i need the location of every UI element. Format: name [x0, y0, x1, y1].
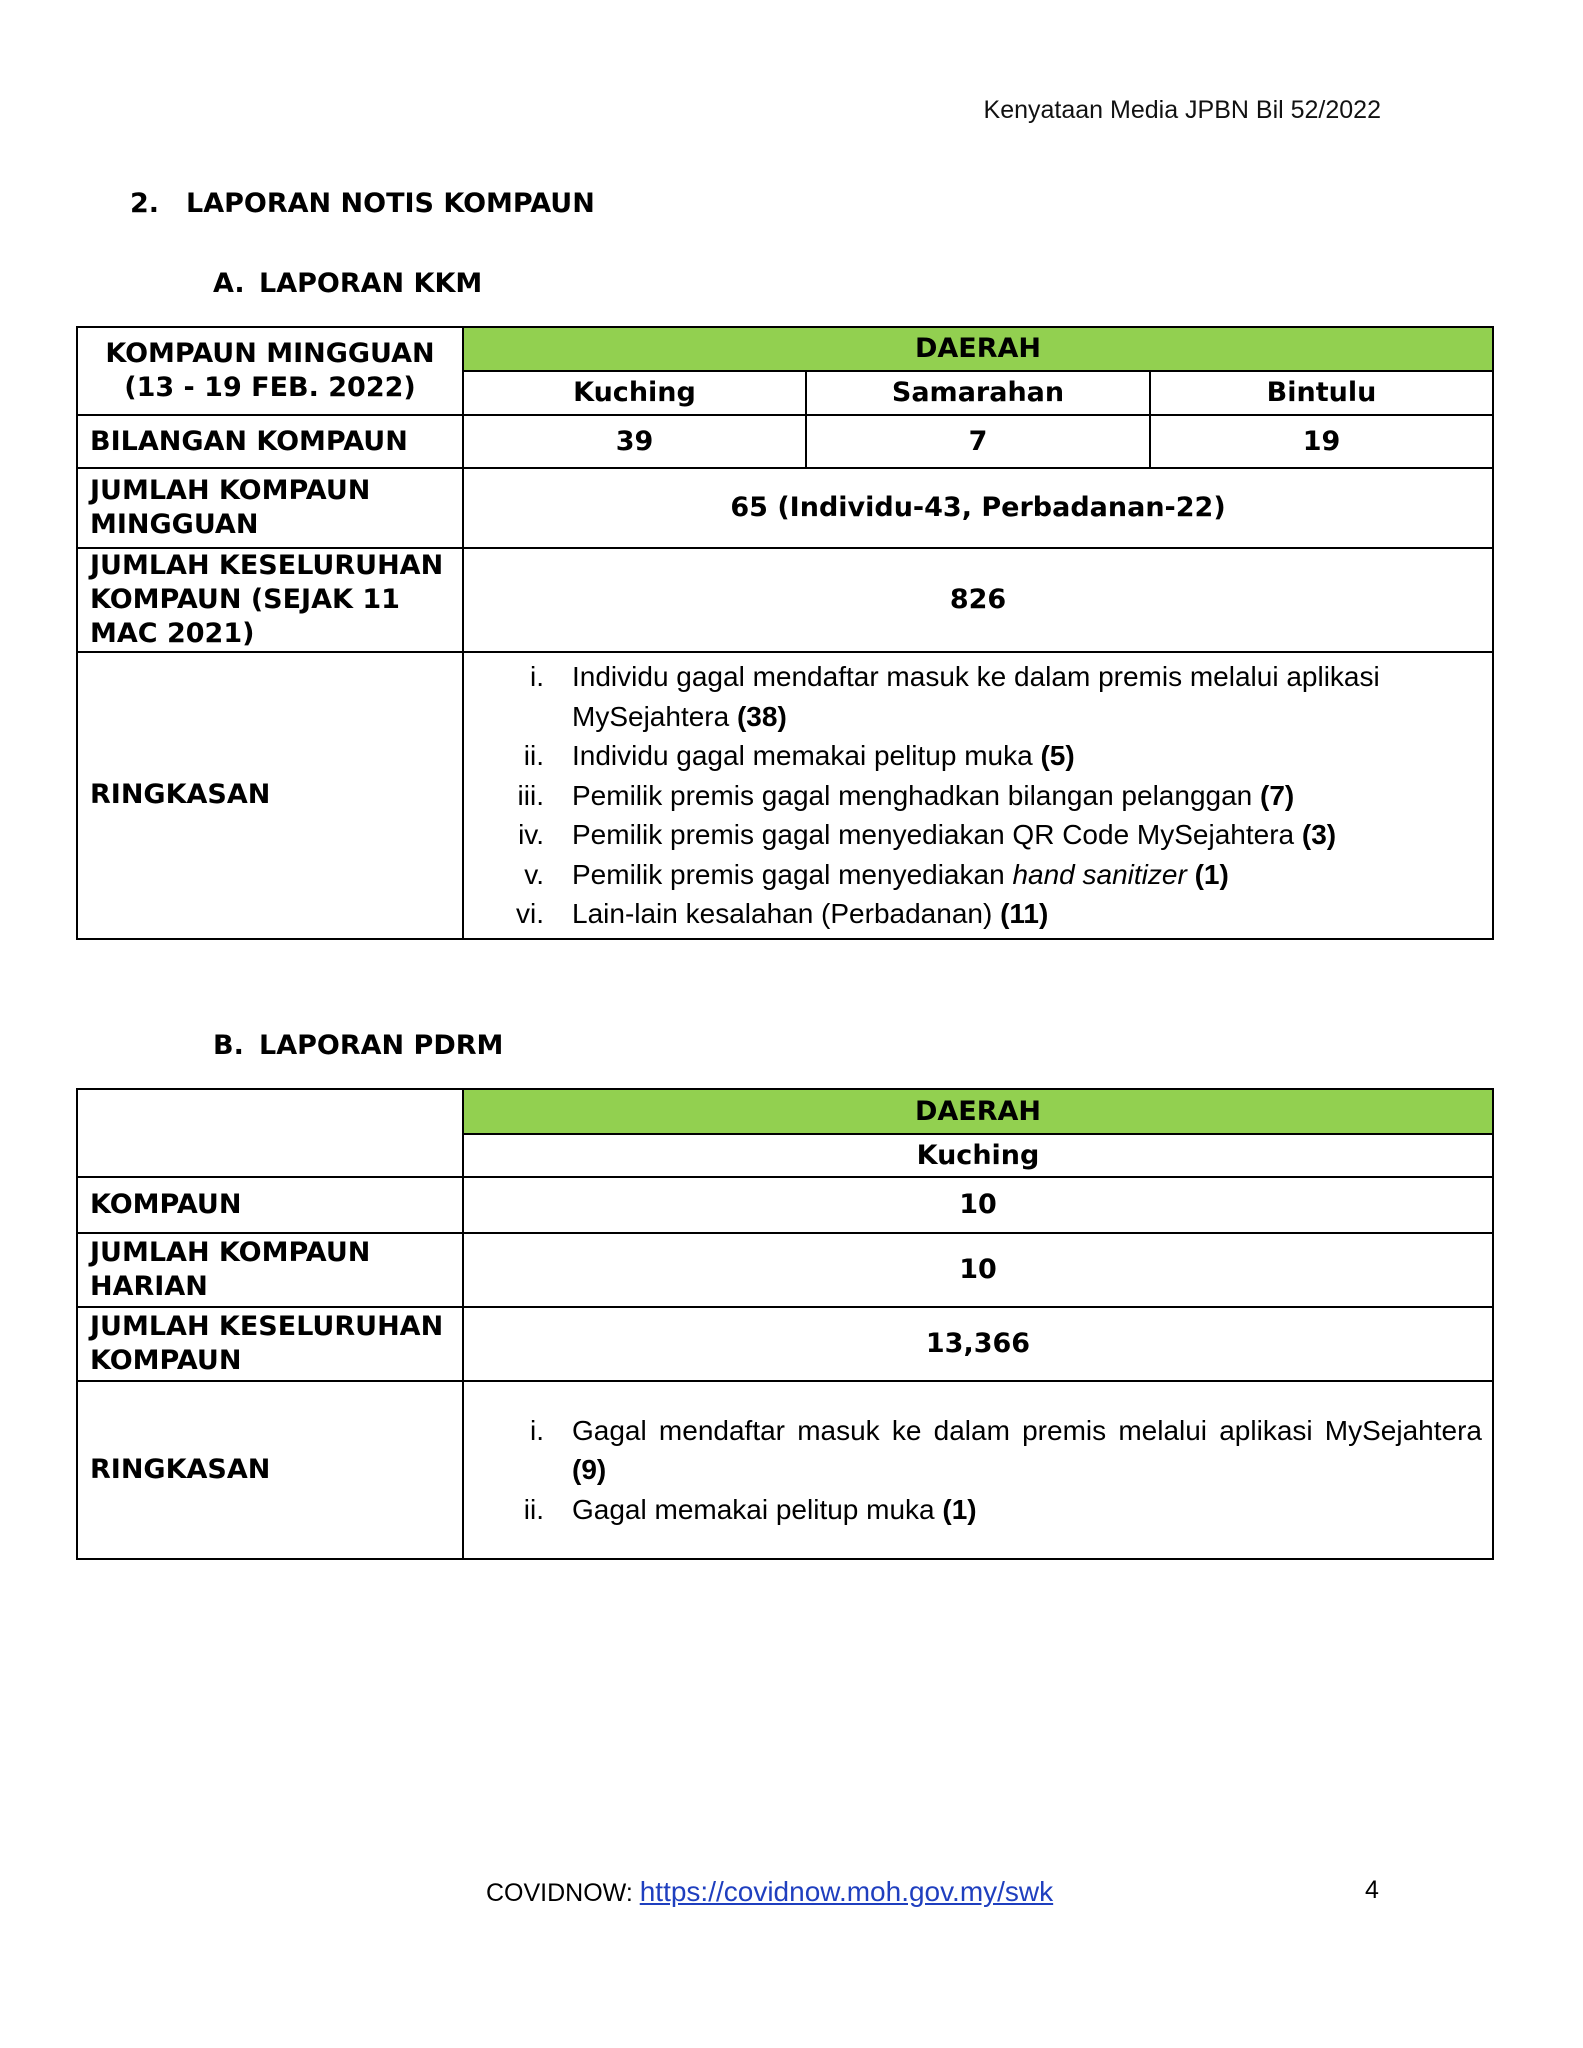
- item-text: Gagal mendaftar masuk ke dalam premis melalui aplikasi MySejahtera: [572, 1414, 1482, 1446]
- item-count: (11): [1000, 898, 1049, 929]
- list-item: [464, 1490, 1492, 1530]
- pdrm-ringkasan-label: RINGKASAN: [77, 1381, 463, 1559]
- section-heading: [130, 188, 595, 219]
- footer-source: [486, 1876, 1053, 1908]
- item-count: (38): [736, 700, 787, 732]
- kkm-bilangan-kuching: 39: [463, 415, 806, 468]
- pdrm-heading: [213, 1030, 503, 1061]
- pdrm-ringkasan-cell: [463, 1381, 1493, 1559]
- kkm-heading: [213, 268, 482, 299]
- list-item: [464, 1411, 1492, 1490]
- pdrm-kompaun-label: KOMPAUN: [77, 1177, 463, 1233]
- item-number: vi.: [516, 898, 544, 929]
- item-italic-text: hand sanitizer: [1012, 858, 1187, 890]
- item-count: (5): [1040, 740, 1075, 771]
- item-count: (9): [572, 1454, 607, 1486]
- item-text: Gagal memakai pelitup muka: [572, 1493, 935, 1525]
- kkm-bilangan-label: BILANGAN KOMPAUN: [77, 415, 463, 468]
- item-text: Individu gagal memakai pelitup muka: [572, 740, 1033, 771]
- kkm-letter: A.: [213, 268, 245, 299]
- kkm-ringkasan-cell: [463, 652, 1493, 939]
- kkm-jumlah-mingguan-label: JUMLAH KOMPAUN MINGGUAN: [77, 468, 463, 548]
- list-item: [464, 776, 1492, 816]
- list-item: [464, 736, 1492, 776]
- list-item: [464, 855, 1492, 895]
- item-count: (1): [942, 1493, 977, 1525]
- item-number: i.: [530, 1414, 544, 1446]
- kkm-jumlah-mingguan-value: 65 (Individu-43, Perbadanan-22): [463, 468, 1493, 548]
- pdrm-letter: B.: [213, 1030, 244, 1061]
- kkm-district-kuching: Kuching: [463, 371, 806, 415]
- pdrm-district-kuching: Kuching: [463, 1134, 1493, 1177]
- kkm-bilangan-samarahan: 7: [806, 415, 1150, 468]
- item-number: ii.: [523, 1493, 544, 1525]
- pdrm-keseluruhan-value: 13,366: [463, 1307, 1493, 1381]
- list-item: [464, 657, 1492, 736]
- kkm-bilangan-bintulu: 19: [1150, 415, 1493, 468]
- pdrm-table: [76, 1088, 1494, 1560]
- pdrm-harian-label: JUMLAH KOMPAUN HARIAN: [77, 1233, 463, 1307]
- pdrm-harian-value: 10: [463, 1233, 1493, 1307]
- kkm-corner-cell: [77, 327, 463, 415]
- kkm-table: [76, 326, 1494, 940]
- item-count: (7): [1260, 779, 1295, 811]
- pdrm-ringkasan-list: [464, 1407, 1492, 1534]
- kkm-daerah-header: DAERAH: [463, 327, 1493, 371]
- item-number: iii.: [517, 779, 544, 811]
- kkm-title: LAPORAN KKM: [259, 268, 483, 299]
- kkm-corner-line1: KOMPAUN MINGGUAN: [105, 338, 435, 369]
- footer-prefix: COVIDNOW:: [486, 1879, 633, 1907]
- kkm-district-bintulu: Bintulu: [1150, 371, 1493, 415]
- list-item: [464, 894, 1492, 934]
- page-number: 4: [1365, 1876, 1379, 1904]
- item-text: Individu gagal mendaftar masuk ke dalam premis melalui aplikasi MySejahtera: [572, 661, 1380, 732]
- item-number: i.: [530, 661, 544, 692]
- kkm-district-samarahan: Samarahan: [806, 371, 1150, 415]
- kkm-corner-line2: (13 - 19 FEB. 2022): [124, 372, 416, 403]
- item-text: Pemilik premis gagal menghadkan bilangan pelanggan: [572, 779, 1253, 811]
- kkm-keseluruhan-value: 826: [463, 548, 1493, 652]
- kkm-ringkasan-label: RINGKASAN: [77, 652, 463, 939]
- item-number: v.: [524, 858, 544, 890]
- item-count: (3): [1301, 819, 1337, 850]
- kkm-ringkasan-list: [464, 653, 1492, 938]
- section-number: 2.: [130, 188, 160, 219]
- covidnow-link[interactable]: https://covidnow.moh.gov.my/swk: [639, 1876, 1054, 1907]
- item-text: Pemilik premis gagal menyediakan: [572, 858, 1005, 890]
- item-number: ii.: [523, 740, 544, 771]
- pdrm-kompaun-value: 10: [463, 1177, 1493, 1233]
- pdrm-corner-cell: [77, 1089, 463, 1177]
- pdrm-daerah-header: DAERAH: [463, 1089, 1493, 1134]
- kkm-keseluruhan-label: JUMLAH KESELURUHAN KOMPAUN (SEJAK 11 MAC 2021): [77, 548, 463, 652]
- item-count: (1): [1194, 858, 1229, 890]
- section-title: LAPORAN NOTIS KOMPAUN: [186, 188, 595, 219]
- page-header: Kenyataan Media JPBN Bil 52/2022: [983, 96, 1381, 124]
- list-item: [464, 815, 1492, 855]
- item-text: Pemilik premis gagal menyediakan QR Code MySejahtera: [572, 819, 1295, 850]
- pdrm-keseluruhan-label: JUMLAH KESELURUHAN KOMPAUN: [77, 1307, 463, 1381]
- item-number: iv.: [518, 819, 544, 850]
- pdrm-title: LAPORAN PDRM: [259, 1030, 504, 1061]
- item-text: Lain-lain kesalahan (Perbadanan): [572, 898, 993, 929]
